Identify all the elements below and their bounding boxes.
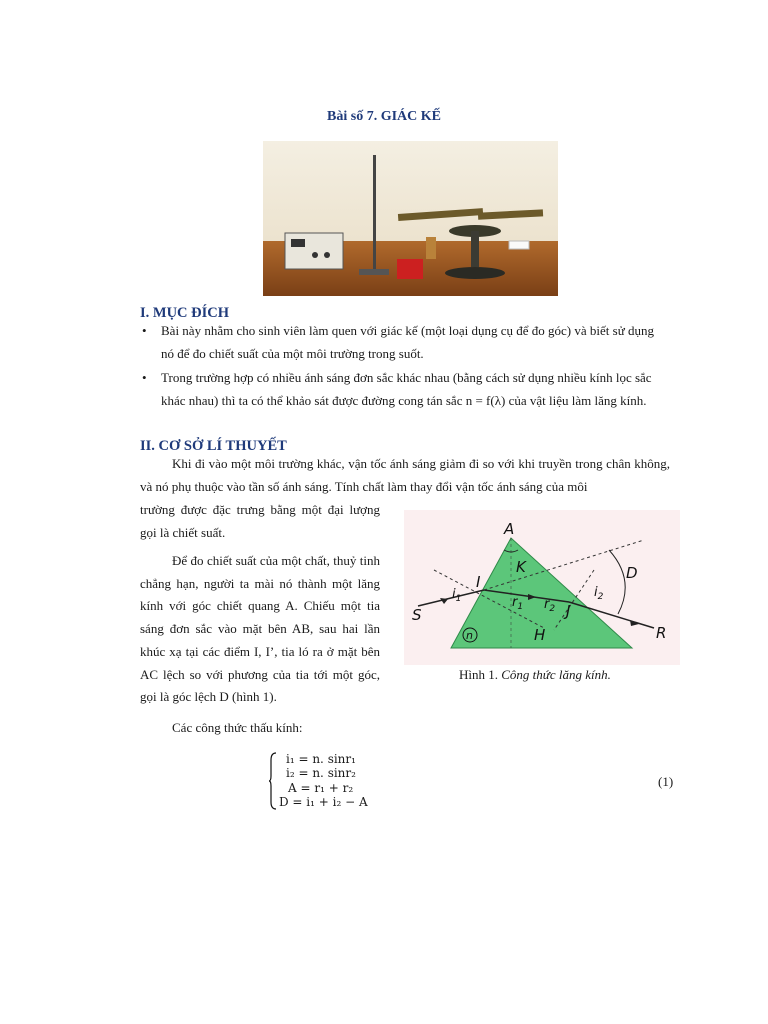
caption-prefix: Hình 1. — [459, 667, 498, 682]
label-A: A — [504, 520, 515, 538]
apparatus-photo — [263, 141, 558, 296]
formula-line-2: i₂ = n. sinr₂ — [286, 766, 356, 780]
label-J: J — [566, 602, 571, 620]
formula-line-4: D = i₁ + i₂ − A — [279, 795, 368, 809]
section-heading-theory: II. CƠ SỞ LÍ THUYẾT — [140, 438, 287, 454]
formula-line-3: A = r₁ + r₂ — [288, 781, 354, 795]
label-r1: r — [512, 595, 518, 610]
label-H: H — [534, 626, 546, 644]
svg-text:i1: $i_1$ — [452, 587, 462, 604]
label-r2: r — [544, 597, 550, 612]
figure-caption — [459, 667, 611, 683]
label-i1: i — [452, 587, 456, 602]
svg-text:i2: $i_2$ — [594, 585, 604, 602]
label-S: S — [412, 606, 422, 624]
equation-number: (1) — [658, 774, 674, 789]
svg-text:r2: $r_2$ — [544, 597, 556, 614]
list-item: • Trong trường hợp có nhiều ánh sáng đơn sắc khác nhau (bằng cách sử dụng nhiều kính lọc sắc khác nhau) thì ta có thể khảo sát được đường cong tán sắc n = f(λ) của vật liệu làm lăng kính. — [140, 367, 670, 412]
section-heading-purpose: I. MỤC ĐÍCH — [140, 305, 230, 321]
label-D: D — [626, 564, 638, 582]
label-R: R — [656, 624, 667, 642]
formula-line-1: i₁ = n. sinr₁ — [286, 752, 356, 766]
label-i2: i — [594, 585, 598, 600]
prism-figure — [404, 510, 680, 665]
caption-text: Công thức lăng kính. — [501, 667, 611, 682]
theory-paragraph-3: Các công thức thấu kính: — [172, 720, 303, 735]
theory-paragraph-1: Khi đi vào một môi trường khác, vận tốc ánh sáng giảm đi so với khi truyền trong chân không, và nó phụ thuộc vào tần số ánh sáng. Tính chất làm thay đổi vận tốc ánh sáng của môi — [140, 456, 670, 494]
label-I: I — [476, 573, 481, 591]
label-K: K — [516, 558, 526, 576]
svg-text:r1: $r_1$ — [512, 595, 524, 612]
formula-brace — [269, 752, 277, 810]
list-item: • Bài này nhằm cho sinh viên làm quen với giác kế (một loại dụng cụ để đo góc) và biết sử dụng nó để đo chiết suất của một môi trường trong suốt. — [140, 320, 670, 365]
theory-paragraph-1-tail: trường được đặc trưng bằng một đại lượng gọi là chiết suất. — [140, 502, 380, 540]
label-n: n — [466, 629, 473, 642]
purpose-bullet-list — [140, 320, 670, 414]
page-title: Bài số 7. GIÁC KẾ — [327, 109, 441, 124]
theory-paragraph-2: Để đo chiết suất của một chất, thuỷ tinh chẳng hạn, người ta mài nó thành một lăng kính với góc chiết quang A. Chiếu một tia sáng đơn sắc vào mặt bên AB, sau hai lần khúc xạ tại các điểm I, I’, tia ló ra ở mặt bên AC lệch so với phương của tia tới một góc, gọi là góc lệch D (hình 1). — [140, 553, 380, 705]
